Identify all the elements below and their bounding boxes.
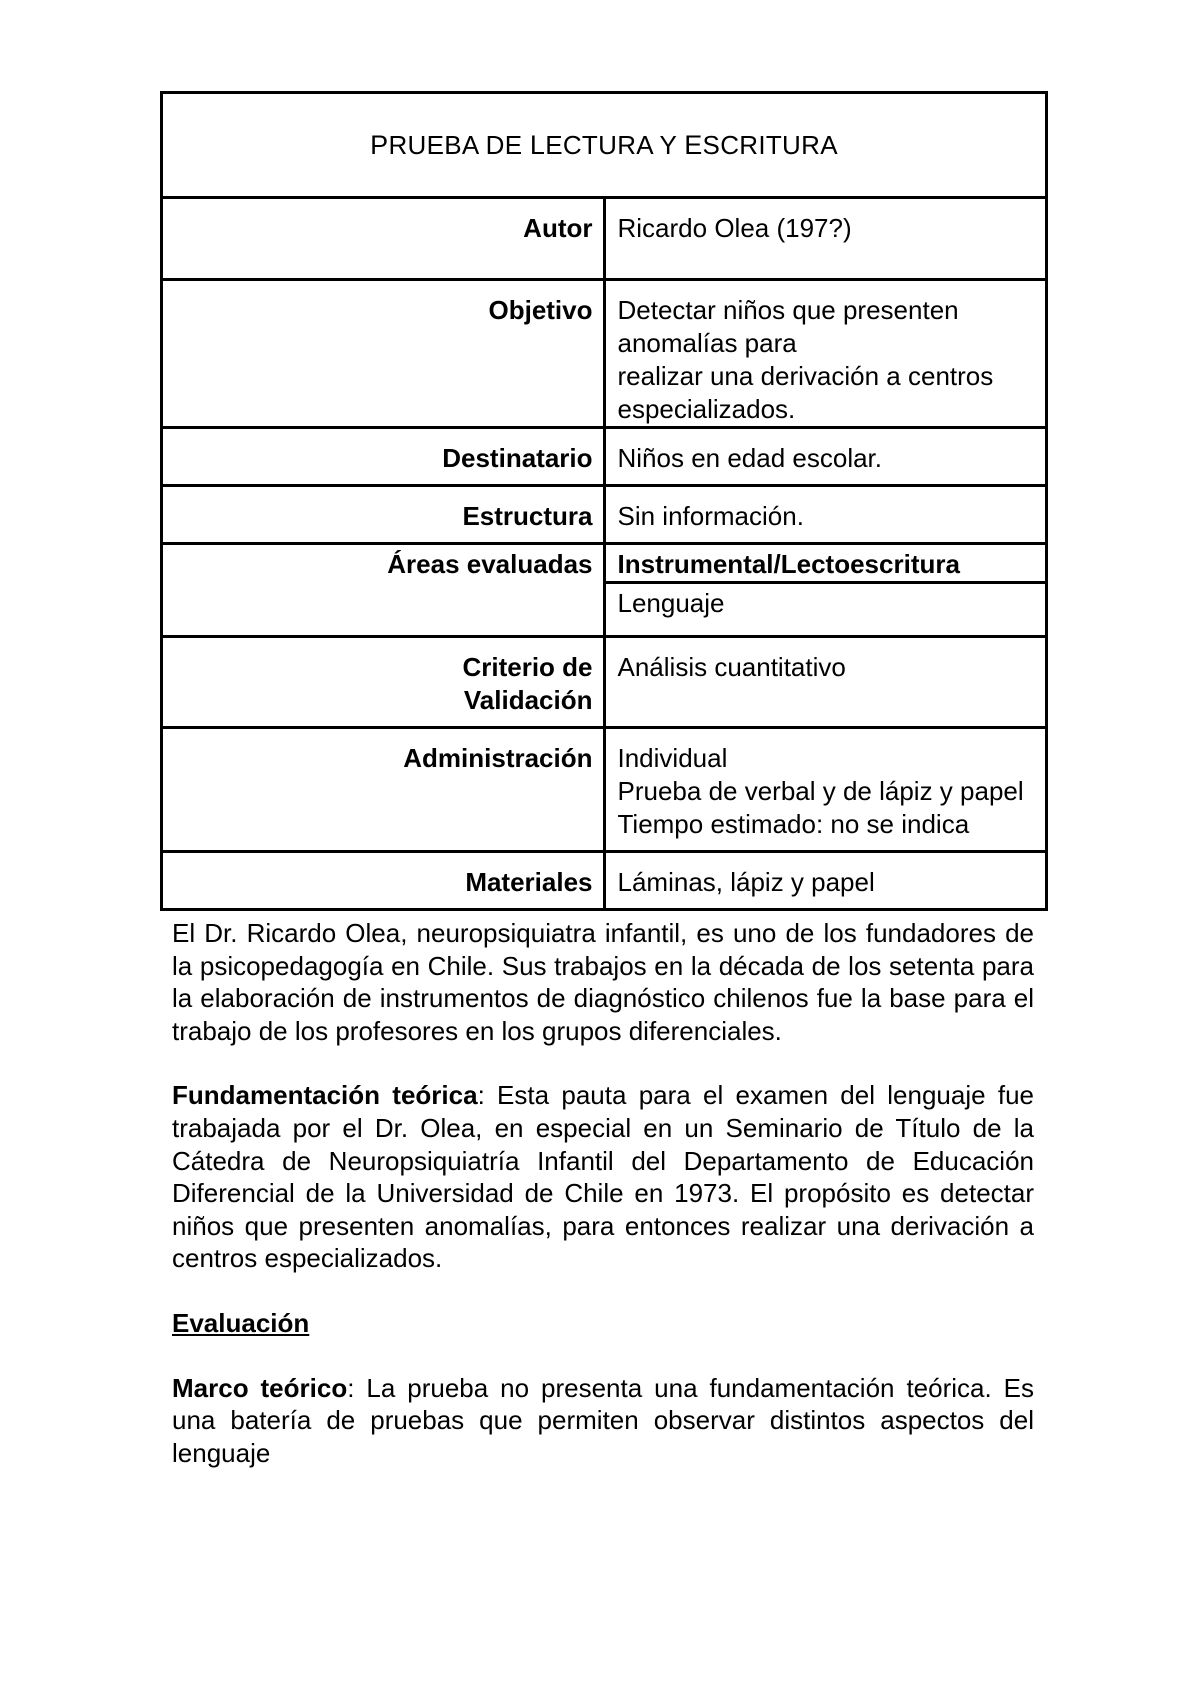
table-title [162,93,1047,198]
row-label-areas: Áreas evaluadas [162,544,605,637]
row-label-destinatario: Destinatario [162,428,605,486]
table-row [162,280,1047,428]
value-line: Detectar niños que presenten anomalías para [617,295,959,358]
fundamentacion-paragraph [172,1079,1034,1275]
value-line: Individual [617,743,728,773]
table-row [162,486,1047,544]
row-value-criterio: Análisis cuantitativo [604,637,1047,728]
label-line: Validación [463,685,593,715]
label-line: Criterio de [462,652,593,682]
value-line: realizar una derivación a centros [617,361,994,391]
row-label-materiales: Materiales [162,852,605,910]
table-row [162,637,1047,728]
title-cap-e: E [684,129,703,160]
marco-text: : La prueba no presenta una fundamentación teórica. Es una batería de pruebas que permiten observar distintos aspectos del lenguaje [172,1372,1034,1468]
row-value-materiales: Láminas, lápiz y papel [604,852,1047,910]
marco-term: Marco teórico [172,1372,348,1403]
body-text [172,917,1034,1501]
table-row [162,428,1047,486]
row-label-estructura: Estructura [162,486,605,544]
row-label-autor: Autor [162,198,605,280]
row-label-administracion: Administración [162,728,605,852]
title-part-1: RUEBA DE [388,129,530,160]
row-value-autor: Ricardo Olea (197?) [604,198,1047,280]
row-value-administracion [604,728,1047,852]
table-row [162,198,1047,280]
intro-paragraph: El Dr. Ricardo Olea, neuropsiquiatra infantil, es uno de los fundadores de la psicopedagogía en Chile. Sus trabajos en la década de los setenta para la elaboración de instrumentos de diagnóstico chilenos fue la base para el trabajo de los profesores en los grupos diferenciales. [172,918,1034,1046]
row-label-objetivo: Objetivo [162,280,605,428]
row-value-estructura: Sin información. [604,486,1047,544]
evaluacion-heading: Evaluación [172,1307,310,1338]
row-value-areas-1: Instrumental/Lectoescritura [604,544,1047,583]
title-cap-l: L [529,129,546,160]
title-part-2: ECTURA Y [545,129,685,160]
table-row [162,852,1047,910]
value-line: Tiempo estimado: no se indica [617,809,970,839]
table-row [162,544,1047,583]
title-part-3: SCRITURA [702,129,838,160]
fundamentacion-term: Fundamentación teórica [172,1080,478,1111]
table-row [162,728,1047,852]
row-value-destinatario: Niños en edad escolar. [604,428,1047,486]
title-cap-p: P [370,129,389,160]
value-line: especializados. [617,394,796,424]
row-value-objetivo [604,280,1047,428]
row-value-areas-2: Lenguaje [604,583,1047,637]
marco-paragraph [172,1372,1034,1470]
test-info-table [160,91,1048,911]
row-label-criterio [162,637,605,728]
value-line: Prueba de verbal y de lápiz y papel [617,776,1024,806]
fundamentacion-text: : Esta pauta para el examen del lenguaje fue trabajada por el Dr. Olea, en especial en un Seminario de Título de la Cátedra de Neuropsiquiatría Infantil del Departamento de Educación Diferencial de la Universidad de Chile en 1973. El propósito es detectar niños que presenten anomalías, para entonces realizar una derivación a centros especializados. [172,1080,1035,1274]
